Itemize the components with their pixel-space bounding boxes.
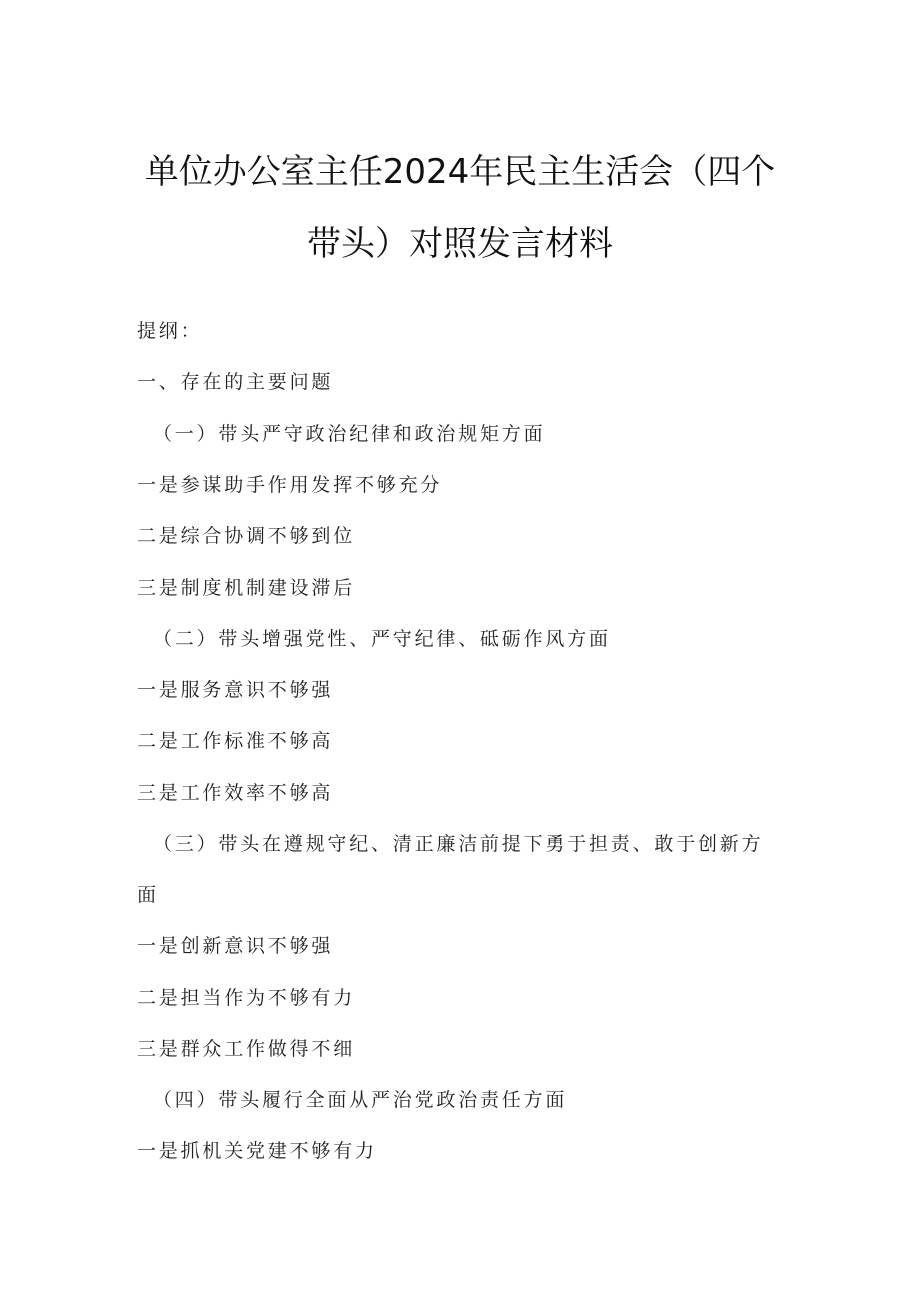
list-item: 三是制度机制建设滞后 [137, 577, 356, 599]
subsection-heading-2: （二）带头增强党性、严守纪律、砥砺作风方面 [153, 628, 611, 650]
document-title-line-2: 带头）对照发言材料 [307, 224, 613, 264]
document-title-line-1: 单位办公室主任2024年民主生活会（四个 [144, 152, 776, 192]
list-item: 三是工作效率不够高 [137, 782, 334, 804]
list-item: 一是参谋助手作用发挥不够充分 [137, 474, 443, 496]
list-item: 一是创新意识不够强 [137, 935, 334, 957]
list-item: 三是群众工作做得不细 [137, 1038, 356, 1060]
list-item: 二是工作标准不够高 [137, 730, 334, 752]
outline-label: 提纲： [137, 320, 203, 342]
subsection-heading-3: （三）带头在遵规守纪、清正廉洁前提下勇于担责、敢于创新方 [153, 833, 764, 855]
section-heading: 一、存在的主要问题 [137, 371, 334, 393]
list-item: 一是服务意识不够强 [137, 679, 334, 701]
list-item: 二是综合协调不够到位 [137, 525, 356, 547]
subsection-heading-1: （一）带头严守政治纪律和政治规矩方面 [153, 423, 546, 445]
list-item: 二是担当作为不够有力 [137, 987, 356, 1009]
subsection-heading-3-continued: 面 [137, 884, 159, 906]
list-item: 一是抓机关党建不够有力 [137, 1140, 377, 1162]
subsection-heading-4: （四）带头履行全面从严治党政治责任方面 [153, 1089, 568, 1111]
